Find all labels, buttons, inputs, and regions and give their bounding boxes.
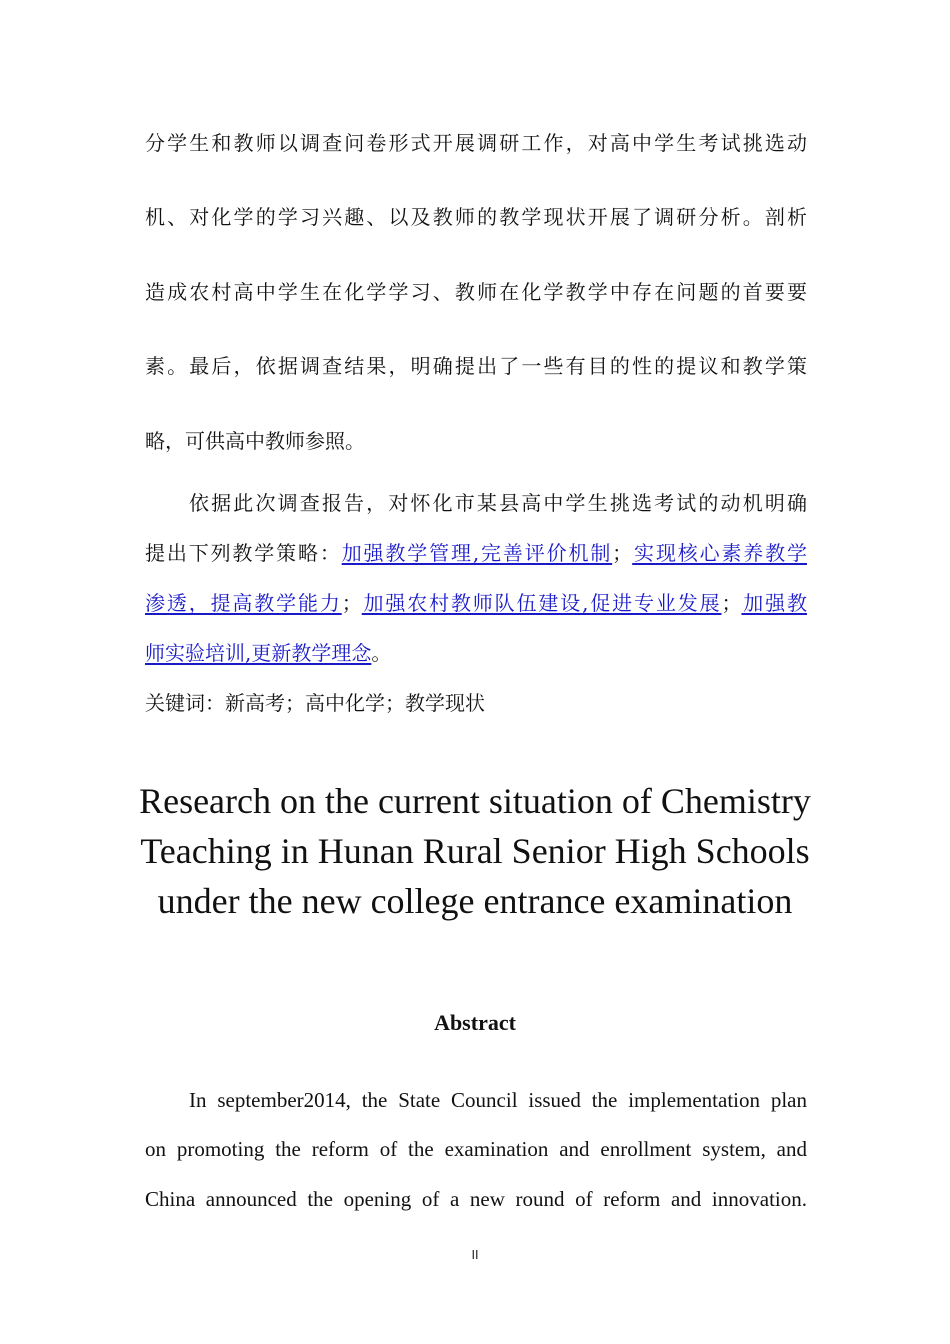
strategy-separator: ；	[341, 591, 362, 615]
zh-strategy-line-1: 依据此次调查报告，对怀化市某县高中学生挑选考试的动机明确	[189, 491, 807, 515]
zh-abstract-line-4: 素。最后，依据调查结果，明确提出了一些有目的性的提议和教学策	[145, 354, 807, 378]
strategy-separator: ；	[721, 591, 742, 615]
strategy-end-mark: 。	[371, 641, 392, 665]
strategy-separator: ；	[612, 541, 633, 565]
abstract-heading: Abstract	[434, 1010, 516, 1035]
zh-abstract-line-3: 造成农村高中学生在化学学习、教师在化学教学中存在问题的首要要	[145, 280, 807, 304]
zh-strategy-line-4	[145, 640, 807, 666]
en-abstract-line-3: China announced the opening of a new round of reform and innovation.	[145, 1187, 807, 1211]
english-title-line-2: Teaching in Hunan Rural Senior High Schools	[140, 831, 810, 871]
strategy-intro: 提出下列教学策略：	[145, 541, 342, 565]
zh-strategy-line-2	[145, 540, 807, 566]
en-abstract-line-1: In september2014, the State Council issued the implementation plan	[189, 1088, 807, 1112]
strategy-link-core-literacy[interactable]: 实现核心素养教学	[632, 541, 807, 565]
zh-abstract-line-5: 略，可供高中教师参照。	[145, 429, 365, 453]
strategy-link-management[interactable]: 加强教学管理,完善评价机制	[341, 541, 613, 565]
keywords-line	[145, 690, 807, 716]
en-abstract-line-2: on promoting the reform of the examination and enrollment system, and	[145, 1137, 807, 1161]
keywords-list: 新高考；高中化学；教学现状	[225, 691, 485, 715]
zh-abstract-line-1: 分学生和教师以调查问卷形式开展调研工作，对高中学生考试挑选动	[145, 131, 807, 155]
strategy-link-core-literacy-cont[interactable]: 渗透，提高教学能力	[145, 591, 342, 615]
page-number: II	[471, 1248, 479, 1262]
keywords-colon: ：	[205, 691, 225, 715]
english-title-line-3: under the new college entrance examination	[157, 881, 793, 921]
keywords-label: 关键词	[145, 691, 205, 715]
strategy-link-experiment-training[interactable]: 加强教	[741, 591, 807, 615]
english-title-line-1: Research on the current situation of Chemistry	[139, 781, 811, 821]
strategy-link-experiment-training-cont[interactable]: 师实验培训,更新教学理念	[145, 641, 372, 665]
zh-strategy-line-3	[145, 590, 807, 616]
zh-abstract-line-2: 机、对化学的学习兴趣、以及教师的教学现状开展了调研分析。剖析	[145, 205, 807, 229]
strategy-link-teacher-team[interactable]: 加强农村教师队伍建设,促进专业发展	[361, 591, 722, 615]
